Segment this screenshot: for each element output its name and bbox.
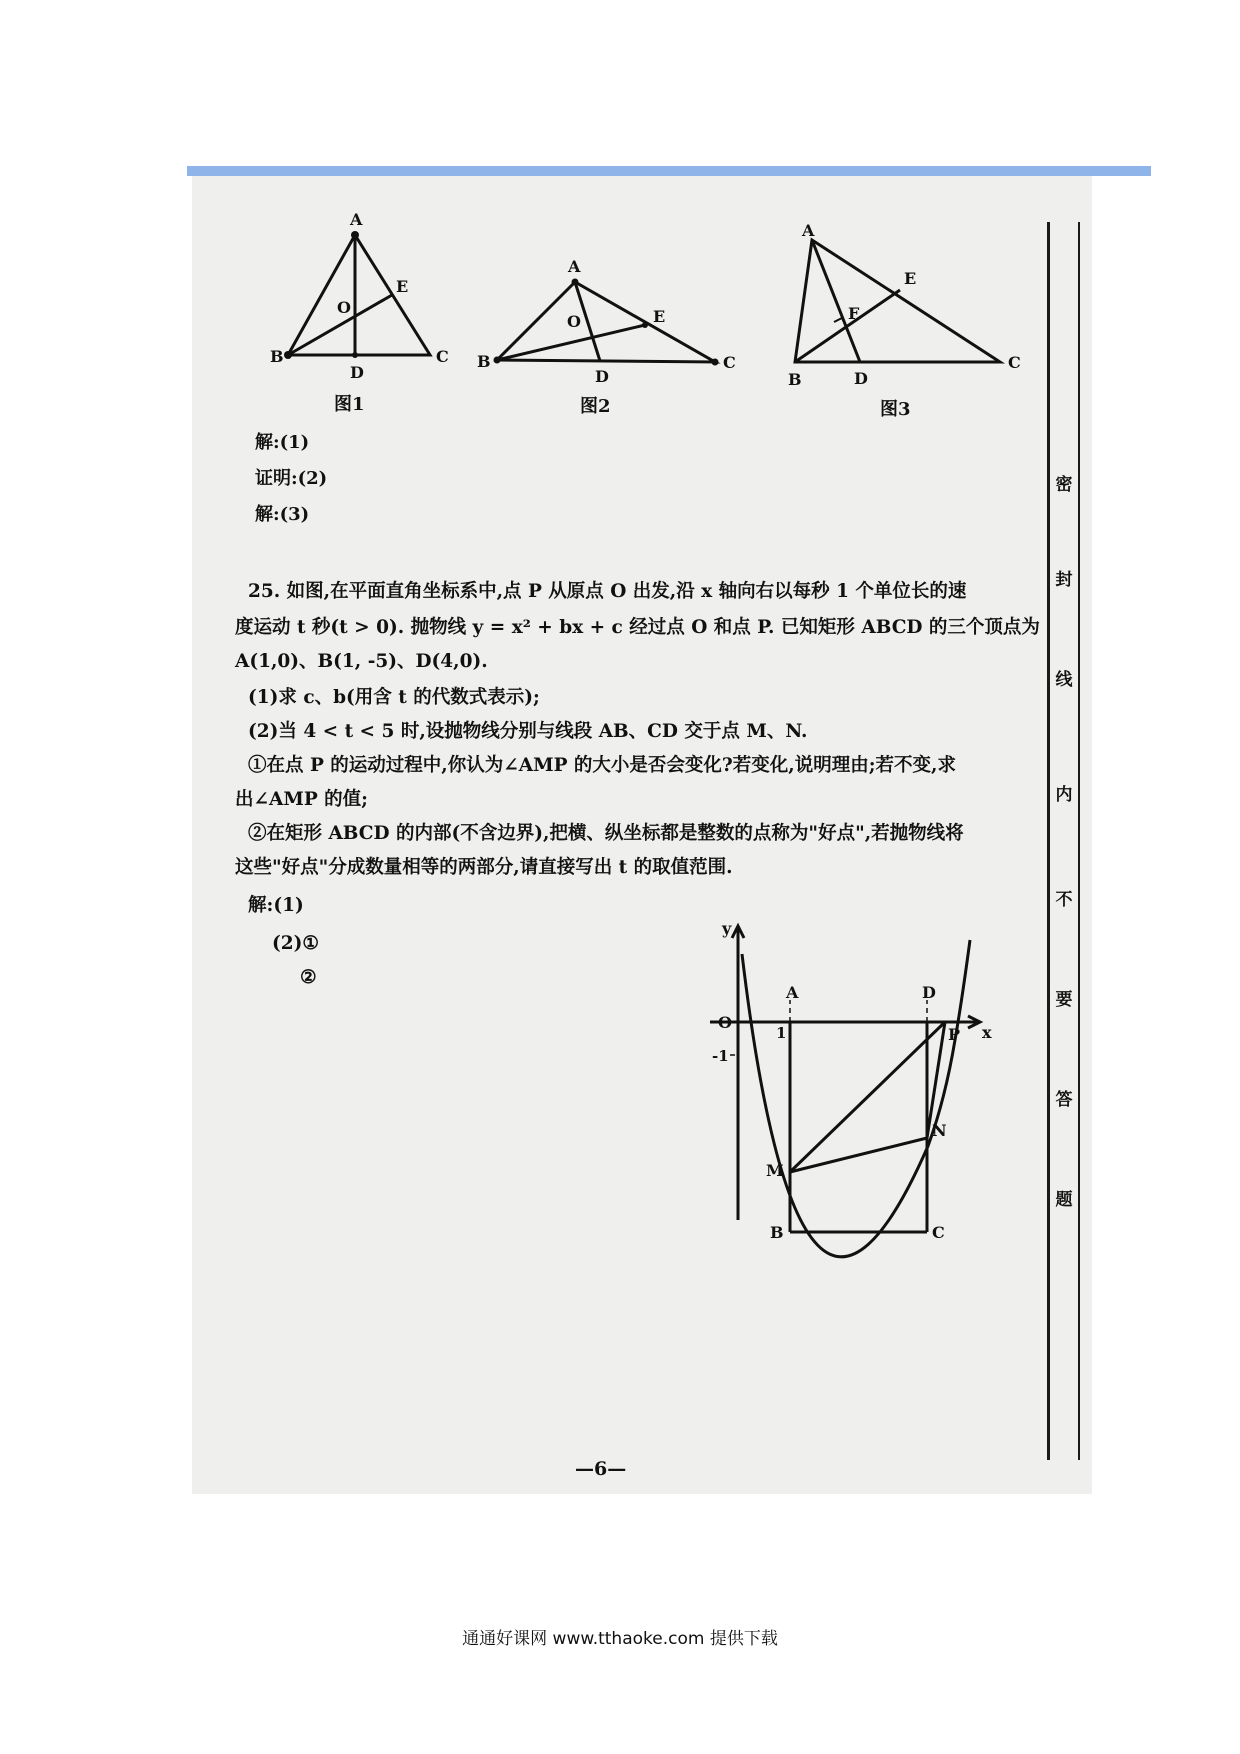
fig1-label-b: B — [270, 347, 284, 366]
q25-line-3: A(1,0)、B(1, -5)、D(4,0). — [235, 651, 488, 672]
coord-label-b: B — [770, 1223, 784, 1242]
fig3-label-a: A — [802, 221, 815, 240]
figure-2 — [475, 250, 745, 390]
header-accent-bar — [187, 166, 1151, 176]
fig1-label-a: A — [350, 210, 363, 229]
fig2-label-b: B — [477, 352, 491, 371]
q24-answer-1: 解:(1) — [255, 432, 310, 453]
binding-line-inner — [1078, 222, 1080, 1460]
fig1-caption: 图1 — [334, 394, 365, 415]
binding-label-6: 要 — [1055, 990, 1073, 1010]
q25-line-2: 度运动 t 秒(t > 0). 抛物线 y = x² + bx + c 经过点 O 和点 P. 已知矩形 ABCD 的三个顶点为 — [235, 617, 1040, 638]
binding-label-8: 题 — [1055, 1190, 1073, 1210]
coord-label-p: P — [948, 1025, 961, 1044]
fig2-caption: 图2 — [580, 396, 611, 417]
fig3-label-f: F — [848, 304, 860, 323]
q25-sub1-line-2: 出∠AMP 的值; — [235, 789, 369, 810]
q25-line-1: 25. 如图,在平面直角坐标系中,点 P 从原点 O 出发,沿 x 轴向右以每秒 1 个单位长的速 — [248, 581, 967, 602]
fig3-label-d: D — [854, 369, 868, 388]
q25-answer-1: 解:(1) — [248, 895, 304, 916]
fig2-label-d: D — [595, 367, 609, 386]
fig1-label-d: D — [350, 363, 364, 382]
binding-label-1: 密 — [1055, 475, 1073, 495]
binding-line-outer — [1047, 222, 1050, 1460]
coord-label-x: x — [982, 1023, 992, 1042]
q25-sub2-line-1: ②在矩形 ABCD 的内部(不含边界),把横、纵坐标都是整数的点称为"好点",若抛物线将 — [248, 823, 964, 844]
q24-answer-2: 证明:(2) — [255, 468, 328, 489]
coord-label-origin: O — [718, 1013, 732, 1032]
coord-label-d: D — [922, 983, 936, 1002]
q25-answer-2: (2)① — [272, 933, 319, 954]
binding-label-2: 封 — [1055, 570, 1073, 590]
q25-part-1: (1)求 c、b(用含 t 的代数式表示); — [248, 687, 540, 708]
coord-label-m: M — [766, 1161, 784, 1180]
coord-label-c: C — [932, 1223, 945, 1242]
footer-source: 通通好课网 www.tthaoke.com 提供下载 — [462, 1629, 778, 1649]
binding-label-5: 不 — [1055, 890, 1073, 910]
figure-3 — [780, 222, 1040, 392]
coord-label-n: N — [932, 1121, 947, 1140]
figure-1 — [270, 210, 450, 390]
coord-label-one: 1 — [776, 1024, 787, 1042]
q25-part-2: (2)当 4 < t < 5 时,设抛物线分别与线段 AB、CD 交于点 M、N. — [248, 721, 808, 742]
coord-label-neg-one: -1 — [712, 1047, 729, 1065]
binding-label-7: 答 — [1055, 1090, 1073, 1110]
fig2-label-e: E — [653, 307, 666, 326]
q24-answer-3: 解:(3) — [255, 504, 310, 525]
fig1-label-e: E — [396, 277, 409, 296]
coord-label-y: y — [722, 919, 732, 938]
fig3-caption: 图3 — [880, 399, 911, 420]
fig3-label-e: E — [904, 269, 917, 288]
coord-label-a: A — [786, 983, 799, 1002]
coordinate-figure — [690, 920, 1010, 1270]
fig1-label-o: O — [337, 298, 351, 317]
binding-label-4: 内 — [1055, 785, 1073, 805]
page-number: —6— — [575, 1458, 627, 1480]
fig2-label-c: C — [723, 353, 736, 372]
fig1-label-c: C — [436, 347, 449, 366]
fig3-label-b: B — [788, 370, 802, 389]
binding-label-3: 线 — [1055, 670, 1073, 690]
fig2-label-a: A — [568, 257, 581, 276]
q25-answer-3: ② — [300, 967, 317, 988]
fig3-label-c: C — [1008, 353, 1021, 372]
fig2-label-o: O — [567, 312, 581, 331]
q25-sub2-line-2: 这些"好点"分成数量相等的两部分,请直接写出 t 的取值范围. — [235, 857, 733, 878]
q25-sub1-line-1: ①在点 P 的运动过程中,你认为∠AMP 的大小是否会变化?若变化,说明理由;若不变,求 — [248, 755, 956, 776]
